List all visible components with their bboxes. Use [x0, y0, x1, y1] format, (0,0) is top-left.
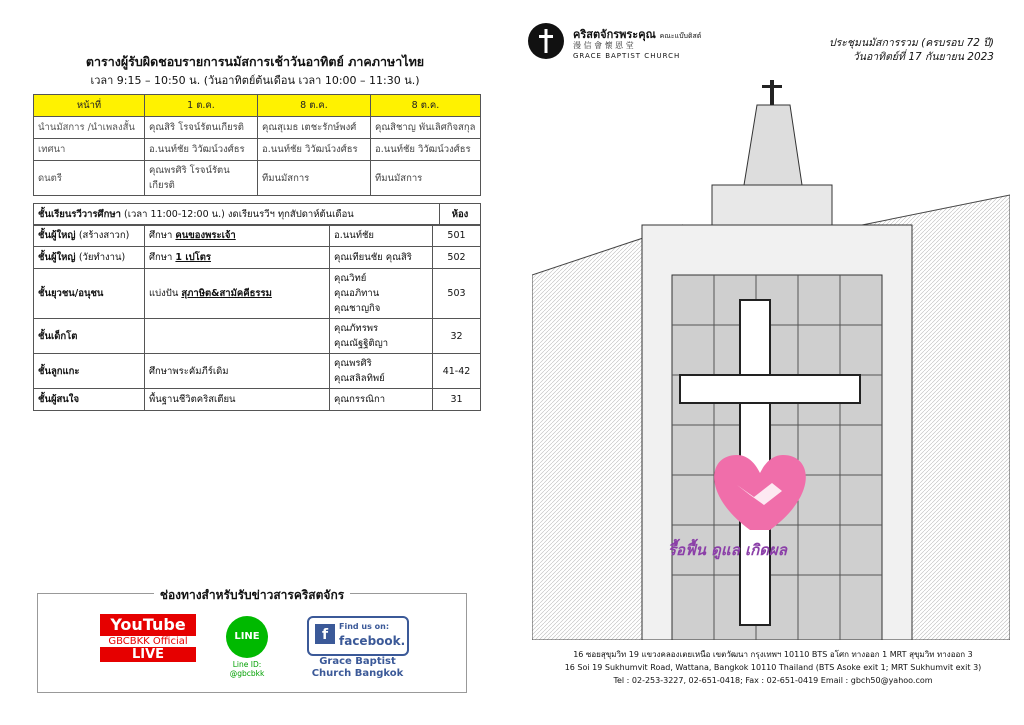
church-name-th: คริสตจักรพระคุณ คณะแบ๊บติสต์ [573, 28, 702, 41]
education-room: 41-42 [433, 354, 481, 389]
education-teacher: คุณเทียนชัย คุณสิริ [330, 247, 433, 269]
line-logo[interactable]: LINE [226, 616, 268, 658]
education-topic: พื้นฐานชีวิตคริสเตียน [145, 389, 330, 411]
schedule-cell: คุณสิริ โรจน์รัตนเกียรติ [145, 117, 258, 139]
education-row [34, 389, 481, 411]
education-header-room: ห้อง [440, 204, 481, 226]
education-header-rest: (เวลา 11:00-12:00 น.) งดเรียนรวีฯ ทุกสัปดาห์ต้นเดือน [123, 209, 354, 220]
education-room: 502 [433, 247, 481, 269]
schedule-cell: อ.นนท์ชัย วิวัฒน์วงศ์ธร [258, 139, 371, 161]
schedule-role: นำนมัสการ /นำเพลงสั้น [34, 117, 145, 139]
education-row [34, 269, 481, 319]
schedule-header-cell: 8 ต.ค. [258, 95, 371, 117]
schedule-cell: อ.นนท์ชัย วิวัฒน์วงศ์ธร [145, 139, 258, 161]
schedule-header-cell: หน้าที่ [34, 95, 145, 117]
facebook-find-us: Find us on: [339, 622, 390, 631]
contact-info: Tel : 02-253-3227, 02-651-0418; Fax : 02-651-0419 Email : gbch50@yahoo.com [613, 676, 933, 685]
education-topic: ศึกษาพระคัมภีร์เดิม [145, 354, 330, 389]
facebook-logo[interactable] [307, 616, 409, 656]
education-teacher: คุณพรศิริ คุณสลิลทิพย์ [330, 354, 433, 389]
education-teacher: อ.นนท์ชัย [330, 225, 433, 247]
education-topic: แบ่งปัน สุภาษิต&สามัคคีธรรม [145, 269, 330, 319]
education-topic: ศึกษา 1 เปโตร [145, 247, 330, 269]
education-class: ชั้นผู้สนใจ [34, 389, 145, 411]
education-row [34, 247, 481, 269]
schedule-row [34, 117, 481, 139]
schedule-title: ตารางผู้รับผิดชอบรายการนมัสการเช้าวันอาทิตย์ ภาคภาษาไทย [85, 54, 425, 69]
line-id: Line ID: @gbcbkk [229, 660, 265, 678]
youtube-brand: YouTube [100, 614, 196, 636]
schedule-role: เทศนา [34, 139, 145, 161]
schedule-header-cell: 1 ต.ค. [145, 95, 258, 117]
schedule-header-row [34, 95, 481, 117]
education-class: ชั้นเด็กโต [34, 319, 145, 354]
channels-title: ช่องทางสำหรับรับข่าวสารคริสตจักร [37, 586, 467, 605]
education-room: 31 [433, 389, 481, 411]
education-teacher: คุณวิทย์ คุณอภิทาน คุณชาญกิจ [330, 269, 433, 319]
education-header-row [34, 204, 481, 226]
facebook-brand: facebook. [339, 634, 406, 648]
church-name-en: GRACE BAPTIST CHURCH [573, 52, 681, 60]
education-header-class: ชั้นเรียนรวีวารศึกษา [38, 209, 121, 220]
facebook-page-name: Grace Baptist Church Bangkok [311, 656, 404, 679]
education-row [34, 319, 481, 354]
slogan: รื้อฟื้น ดูแล เกิดผล [668, 541, 787, 559]
schedule-row [34, 161, 481, 196]
address-en: 16 Soi 19 Sukhumvit Road, Wattana, Bangkok 10110 Thailand (BTS Asoke exit 1; MRT Sukhumvit exit 3) [564, 663, 982, 672]
service-title: ประชุมนมัสการรวม (ครบรอบ 72 ปี) [828, 37, 994, 49]
schedule-role: ดนตรี [34, 161, 145, 196]
education-row [34, 354, 481, 389]
schedule-cell: คุณสุเมธ เตชะรักษ์พงศ์ [258, 117, 371, 139]
schedule-cell: อ.นนท์ชัย วิวัฒน์วงศ์ธร [371, 139, 481, 161]
education-table [33, 203, 481, 226]
education-class: ชั้นยุวชน/อนุชน [34, 269, 145, 319]
church-address [532, 648, 1014, 687]
address-th: 16 ซอยสุขุมวิท 19 แขวงคลองเตยเหนือ เขตวัฒนา กรุงเทพฯ 10110 BTS อโศก ทางออก 1 MRT สุขุมวิท ทางออก 3 [573, 650, 973, 659]
education-class: ชั้นผู้ใหญ่ (วัยทำงาน) [34, 247, 145, 269]
service-date: วันอาทิตย์ที่ 17 กันยายน 2023 [852, 51, 994, 63]
education-teacher: คุณกรรณิกา [330, 389, 433, 411]
schedule-cell: คุณสิชาญ พันเลิศกิจสกุล [371, 117, 481, 139]
schedule-row [34, 139, 481, 161]
education-class: ชั้นลูกแกะ [34, 354, 145, 389]
youtube-channel-name: GBCBKK Official [108, 636, 188, 647]
church-logo-icon [528, 23, 564, 59]
schedule-cell: ทีมนมัสการ [371, 161, 481, 196]
schedule-cell: คุณพรศิริ โรจน์รัตนเกียรติ [145, 161, 258, 196]
youtube-live-label: LIVE [100, 647, 196, 662]
education-topic [145, 319, 330, 354]
education-class: ชั้นผู้ใหญ่ (สร้างสาวก) [34, 225, 145, 247]
education-room: 501 [433, 225, 481, 247]
education-body [33, 224, 481, 411]
education-row [34, 225, 481, 247]
service-info [800, 36, 994, 64]
education-room: 32 [433, 319, 481, 354]
education-header [34, 204, 440, 226]
education-teacher: คุณภัทรพร คุณณัฐฐิติญา [330, 319, 433, 354]
education-room: 503 [433, 269, 481, 319]
youtube-logo[interactable] [100, 614, 196, 674]
schedule-cell: ทีมนมัสการ [258, 161, 371, 196]
church-name-cn: 漫 信 會 懷 恩 堂 [573, 41, 634, 50]
schedule-table [33, 94, 481, 196]
facebook-icon: f [315, 624, 335, 644]
schedule-header-cell: 8 ต.ค. [371, 95, 481, 117]
education-topic: ศึกษา คนของพระเจ้า [145, 225, 330, 247]
schedule-subtitle: เวลา 9:15 – 10:50 น. (วันอาทิตย์ต้นเดือน เวลา 10:00 – 11:30 น.) [90, 74, 420, 87]
